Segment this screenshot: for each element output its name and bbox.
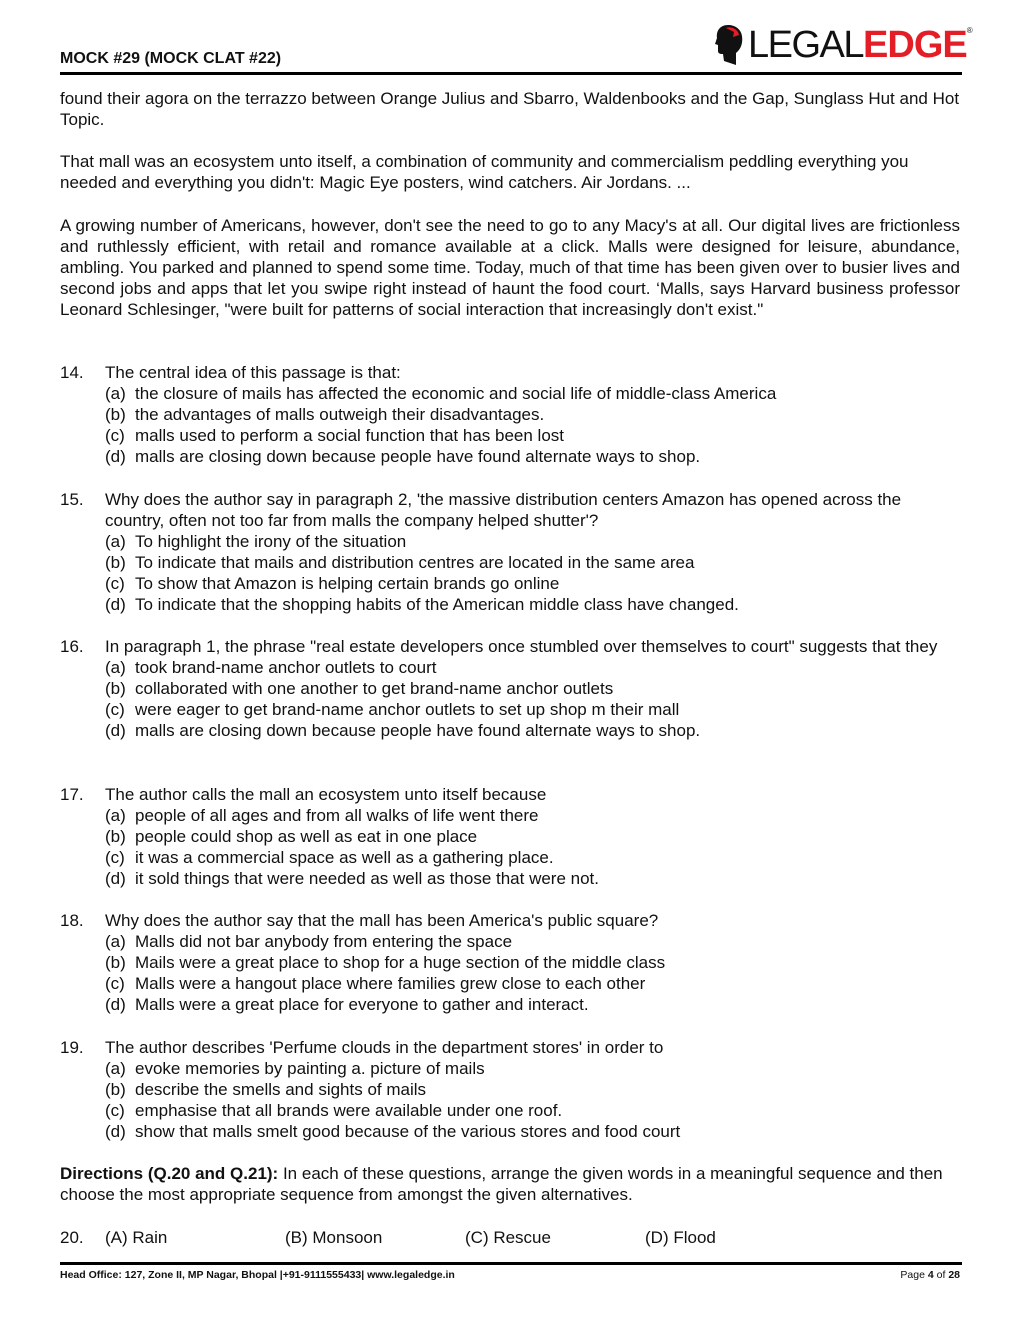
passage-paragraph: That mall was an ecosystem unto itself, a combination of community and commercialism peddling everything you needed and everything you didn't: Magic Eye posters, wind catchers. Air Jordans. ... (60, 152, 909, 192)
question-number: 20. (60, 1228, 84, 1247)
answer-option (105, 1079, 960, 1100)
answer-option (105, 826, 960, 847)
question-14 (60, 362, 960, 467)
answer-option (105, 720, 960, 741)
answer-option (105, 952, 960, 973)
option-text: the advantages of malls outweigh their disadvantages. (135, 405, 545, 424)
option-label: (b) (105, 1080, 126, 1099)
logo-legal: LEGAL (748, 23, 864, 66)
option-text: Malls did not bar anybody from entering the space (135, 932, 513, 951)
option-label: (a) (105, 658, 126, 677)
option-text: show that malls smelt good because of the various stores and food court (135, 1122, 681, 1141)
option-label: (b) (105, 679, 126, 698)
directions (60, 1163, 960, 1205)
word-option: (A) Rain (105, 1228, 168, 1247)
answer-option (105, 657, 960, 678)
question-number: 16. (60, 637, 84, 656)
question-19 (60, 1037, 960, 1142)
option-label: (c) (105, 848, 125, 867)
option-text: Mails were a great place to shop for a huge section of the middle class (135, 953, 666, 972)
question-18 (60, 910, 960, 1015)
question-stem: The author describes 'Perfume clouds in the department stores' in order to (105, 1038, 664, 1057)
option-text: took brand-name anchor outlets to court (135, 658, 437, 677)
option-label: (d) (105, 447, 126, 466)
option-label: (c) (105, 700, 125, 719)
footer-rule (60, 1262, 962, 1265)
option-label: (c) (105, 426, 125, 445)
option-text: malls are closing down because people have found alternate ways to shop. (135, 447, 701, 466)
option-text: To indicate that the shopping habits of the American middle class have changed. (135, 595, 739, 614)
option-label: (c) (105, 1101, 125, 1120)
page-number: Page 4 of 28 (900, 1269, 960, 1281)
answer-option (105, 931, 960, 952)
question-number: 17. (60, 785, 84, 804)
question-16 (60, 636, 960, 741)
answer-option (105, 446, 960, 467)
option-text: evoke memories by painting a. picture of mails (135, 1059, 485, 1078)
option-label: (c) (105, 574, 125, 593)
option-label: (b) (105, 405, 126, 424)
option-label: (b) (105, 953, 126, 972)
option-text: people could shop as well as eat in one place (135, 827, 478, 846)
word-option: (C) Rescue (465, 1228, 551, 1247)
head-silhouette-icon (714, 23, 744, 67)
option-text: it sold things that were needed as well as those that were not. (135, 869, 599, 888)
answer-option (105, 531, 960, 552)
question-number: 15. (60, 490, 84, 509)
answer-option (105, 678, 960, 699)
option-text: it was a commercial space as well as a gathering place. (135, 848, 554, 867)
option-text: To show that Amazon is helping certain brands go online (135, 574, 560, 593)
question-stem: Why does the author say that the mall has been America's public square? (105, 911, 659, 930)
option-label: (b) (105, 553, 126, 572)
passage-paragraph: found their agora on the terrazzo between Orange Julius and Sbarro, Waldenbooks and the Gap, Sunglass Hut and Hot Topic. (60, 89, 960, 129)
directions-text: In each of these questions, arrange the given words in a meaningful sequence and then choose the most appropriate sequence from amongst the given alternatives. (60, 1164, 943, 1204)
question-stem: The author calls the mall an ecosystem unto itself because (105, 785, 547, 804)
option-text: the closure of mails has affected the economic and social life of middle-class America (135, 384, 777, 403)
option-label: (d) (105, 721, 126, 740)
answer-option (105, 573, 960, 594)
option-label: (d) (105, 595, 126, 614)
answer-option (105, 383, 960, 404)
question-15 (60, 489, 960, 615)
option-text: collaborated with one another to get brand-name anchor outlets (135, 679, 614, 698)
answer-option (105, 1121, 960, 1142)
passage-paragraph: A growing number of Americans, however, don't see the need to go to any Macy's at all. Our digital lives are frictionless and ruthlessly efficient, with retail and romance available at a click. Malls were designed for leisure, abundance, ambling. You parked and planned to spend some time. Today, much of that time has been given over to busier lives and second jobs and apps that let you swipe right instead of haunt the food court. ‘Malls, says Harvard business professor Leonard Schlesinger, "were built for patterns of social interaction that increasingly don't exist." (60, 216, 960, 319)
question-number: 18. (60, 911, 84, 930)
option-text: To highlight the irony of the situation (135, 532, 407, 551)
option-label: (a) (105, 1059, 126, 1078)
answer-option (105, 594, 960, 615)
option-text: Malls were a hangout place where families grew close to each other (135, 974, 646, 993)
answer-option (105, 994, 960, 1015)
answer-option (105, 552, 960, 573)
question-stem: Why does the author say in paragraph 2, 'the massive distribution centers Amazon has opened across the country, often not too far from malls the company helped shutter'? (105, 490, 902, 530)
word-option: (B) Monsoon (285, 1228, 383, 1247)
answer-option (105, 1058, 960, 1079)
answer-option (105, 973, 960, 994)
option-label: (a) (105, 806, 126, 825)
option-label: (c) (105, 974, 125, 993)
option-label: (a) (105, 532, 126, 551)
document-title: MOCK #29 (MOCK CLAT #22) (60, 50, 282, 67)
question-number: 14. (60, 363, 84, 382)
option-text: emphasise that all brands were available under one roof. (135, 1101, 563, 1120)
answer-option (105, 425, 960, 446)
question-number: 19. (60, 1038, 84, 1057)
answer-option (105, 1100, 960, 1121)
header-rule (60, 72, 962, 75)
answer-option (105, 404, 960, 425)
answer-option (105, 847, 960, 868)
question-17 (60, 784, 960, 889)
legaledge-logo (714, 22, 973, 68)
registered-mark: ® (966, 26, 973, 35)
logo-edge: EDGE (863, 23, 967, 66)
option-label: (a) (105, 384, 126, 403)
directions-label: Directions (Q.20 and Q.21): (60, 1164, 279, 1183)
option-text: describe the smells and sights of mails (135, 1080, 427, 1099)
option-label: (d) (105, 1122, 126, 1141)
option-text: Malls were a great place for everyone to gather and interact. (135, 995, 589, 1014)
option-text: malls are closing down because people have found alternate ways to shop. (135, 721, 701, 740)
word-option: (D) Flood (645, 1228, 716, 1247)
question-stem: The central idea of this passage is that: (105, 363, 401, 382)
footer-office: Head Office: 127, Zone II, MP Nagar, Bhopal |+91-9111555433| www.legaledge.in (60, 1269, 455, 1281)
answer-option (105, 868, 960, 889)
option-label: (a) (105, 932, 126, 951)
option-label: (b) (105, 827, 126, 846)
option-text: To indicate that mails and distribution centres are located in the same area (135, 553, 695, 572)
answer-option (105, 805, 960, 826)
option-text: malls used to perform a social function that has been lost (135, 426, 565, 445)
question-stem: In paragraph 1, the phrase "real estate developers once stumbled over themselves to court" suggests that they (105, 637, 938, 656)
option-text: were eager to get brand-name anchor outlets to set up shop m their mall (135, 700, 680, 719)
option-label: (d) (105, 995, 126, 1014)
option-label: (d) (105, 869, 126, 888)
answer-option (105, 699, 960, 720)
option-text: people of all ages and from all walks of life went there (135, 806, 539, 825)
